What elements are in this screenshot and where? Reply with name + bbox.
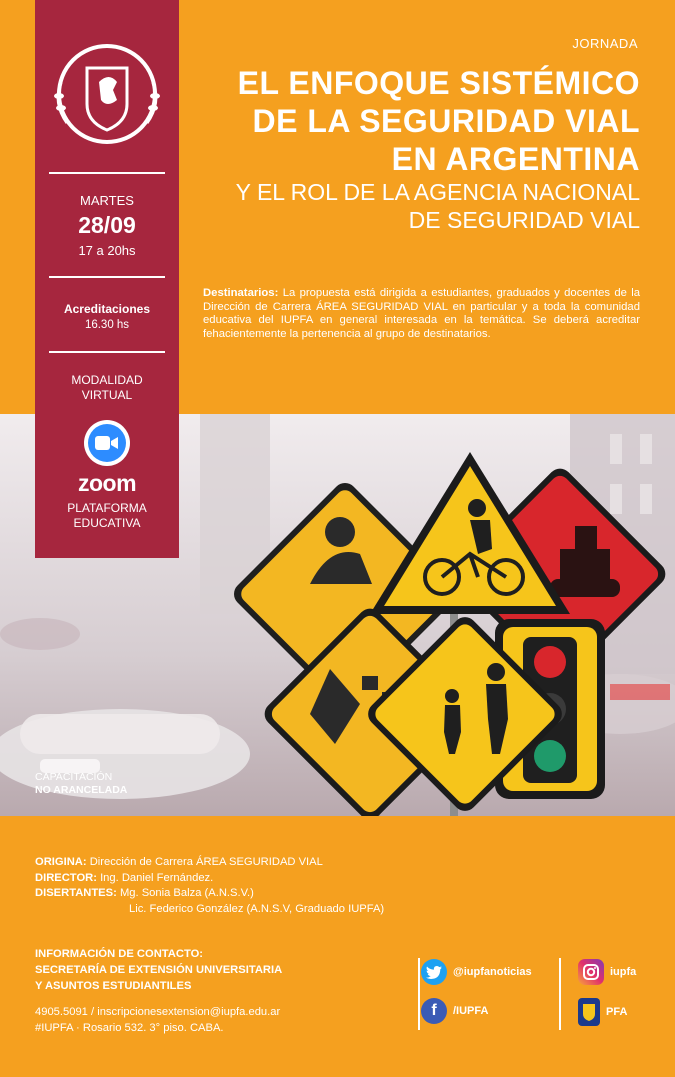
- facebook-handle: /IUPFA: [453, 1005, 489, 1017]
- zoom-logo-text: zoom: [77, 470, 137, 496]
- origin-value: Dirección de Carrera ÁREA SEGURIDAD VIAL: [89, 856, 323, 868]
- instagram-handle: iupfa: [610, 966, 637, 978]
- facebook-link[interactable]: [421, 998, 488, 1024]
- sidebar-divider: [49, 276, 165, 278]
- speaker-name: Mg. Sonia Balza (A.N.S.V.): [119, 887, 254, 899]
- event-time: 17 a 20hs: [78, 243, 136, 258]
- pfa-link[interactable]: [578, 998, 627, 1026]
- contact-phone-email[interactable]: 4905.5091 / inscripcionesextension@iupfa.edu.ar: [35, 1006, 281, 1018]
- badge-line: CAPACITACIÓN: [35, 771, 113, 783]
- event-credits: [35, 855, 384, 917]
- accreditation-time: 16.30 hs: [84, 319, 130, 331]
- institution-crest-icon: [47, 38, 167, 153]
- platform-line: PLATAFORMA: [67, 501, 147, 515]
- twitter-link[interactable]: [421, 959, 532, 985]
- event-day: MARTES: [80, 193, 134, 208]
- sidebar-divider: [49, 172, 165, 174]
- modality-line: MODALIDAD: [71, 373, 143, 387]
- contact-heading-line: Y ASUNTOS ESTUDIANTILES: [35, 980, 192, 992]
- instagram-icon: [578, 959, 604, 985]
- event-type-label: JORNADA: [572, 36, 638, 51]
- zoom-camera-icon: [84, 420, 130, 466]
- twitter-icon: [421, 959, 447, 985]
- event-title: [238, 64, 640, 178]
- event-subtitle-line: DE SEGURIDAD VIAL: [408, 207, 640, 233]
- audience-text: La propuesta está dirigida a estudiantes, graduados y docentes de la Dirección de Carrera ÁREA SEGURIDAD VIAL en particular y a toda la comunidad educativa del IUPFA en general interesada en la temática. Se deberá acreditar fehacientemente la pertenencia al grupo de destinatarios.: [203, 287, 641, 340]
- badge-line-strong: NO ARANCELADA: [35, 784, 128, 796]
- speakers-label: DISERTANTES:: [35, 887, 117, 899]
- contact-address: #IUPFA · Rosario 532. 3° piso. CABA.: [35, 1021, 224, 1034]
- pfa-label: PFA: [606, 1006, 628, 1018]
- facebook-icon: f: [421, 998, 447, 1024]
- contact-heading-line: INFORMACIÓN DE CONTACTO:: [35, 948, 204, 960]
- social-divider: [559, 958, 561, 1030]
- event-subtitle-line: Y EL ROL DE LA AGENCIA NACIONAL: [235, 179, 640, 205]
- event-title-line: DE LA SEGURIDAD VIAL: [252, 103, 640, 139]
- director-value: Ing. Daniel Fernández.: [100, 871, 214, 884]
- contact-heading-line: SECRETARÍA DE EXTENSIÓN UNIVERSITARIA: [35, 964, 283, 976]
- contact-heading: [35, 946, 282, 994]
- event-details-sidebar: [35, 0, 179, 558]
- modality-line: VIRTUAL: [81, 388, 133, 402]
- sidebar-divider: [49, 351, 165, 353]
- contact-details: [35, 1005, 280, 1036]
- twitter-handle: @iupfanoticias: [453, 966, 532, 978]
- event-title-line: EL ENFOQUE SISTÉMICO: [237, 65, 640, 101]
- speaker-name: Lic. Federico González (A.N.S.V, Graduado IUPFA): [129, 902, 385, 915]
- event-date: 28/09: [78, 212, 136, 238]
- social-divider: [418, 958, 420, 1030]
- instagram-link[interactable]: [578, 959, 636, 985]
- audience-label: Destinatarios:: [203, 287, 279, 299]
- platform-line: EDUCATIVA: [73, 516, 141, 530]
- event-subtitle: [236, 178, 640, 234]
- origin-label: ORIGINA:: [35, 856, 87, 868]
- director-label: DIRECTOR:: [35, 871, 97, 884]
- event-title-line: EN ARGENTINA: [391, 141, 640, 177]
- audience-description: [203, 287, 640, 341]
- free-training-badge: [35, 771, 127, 797]
- accreditation-label: Acreditaciones: [63, 302, 151, 316]
- pfa-shield-icon: [578, 998, 600, 1026]
